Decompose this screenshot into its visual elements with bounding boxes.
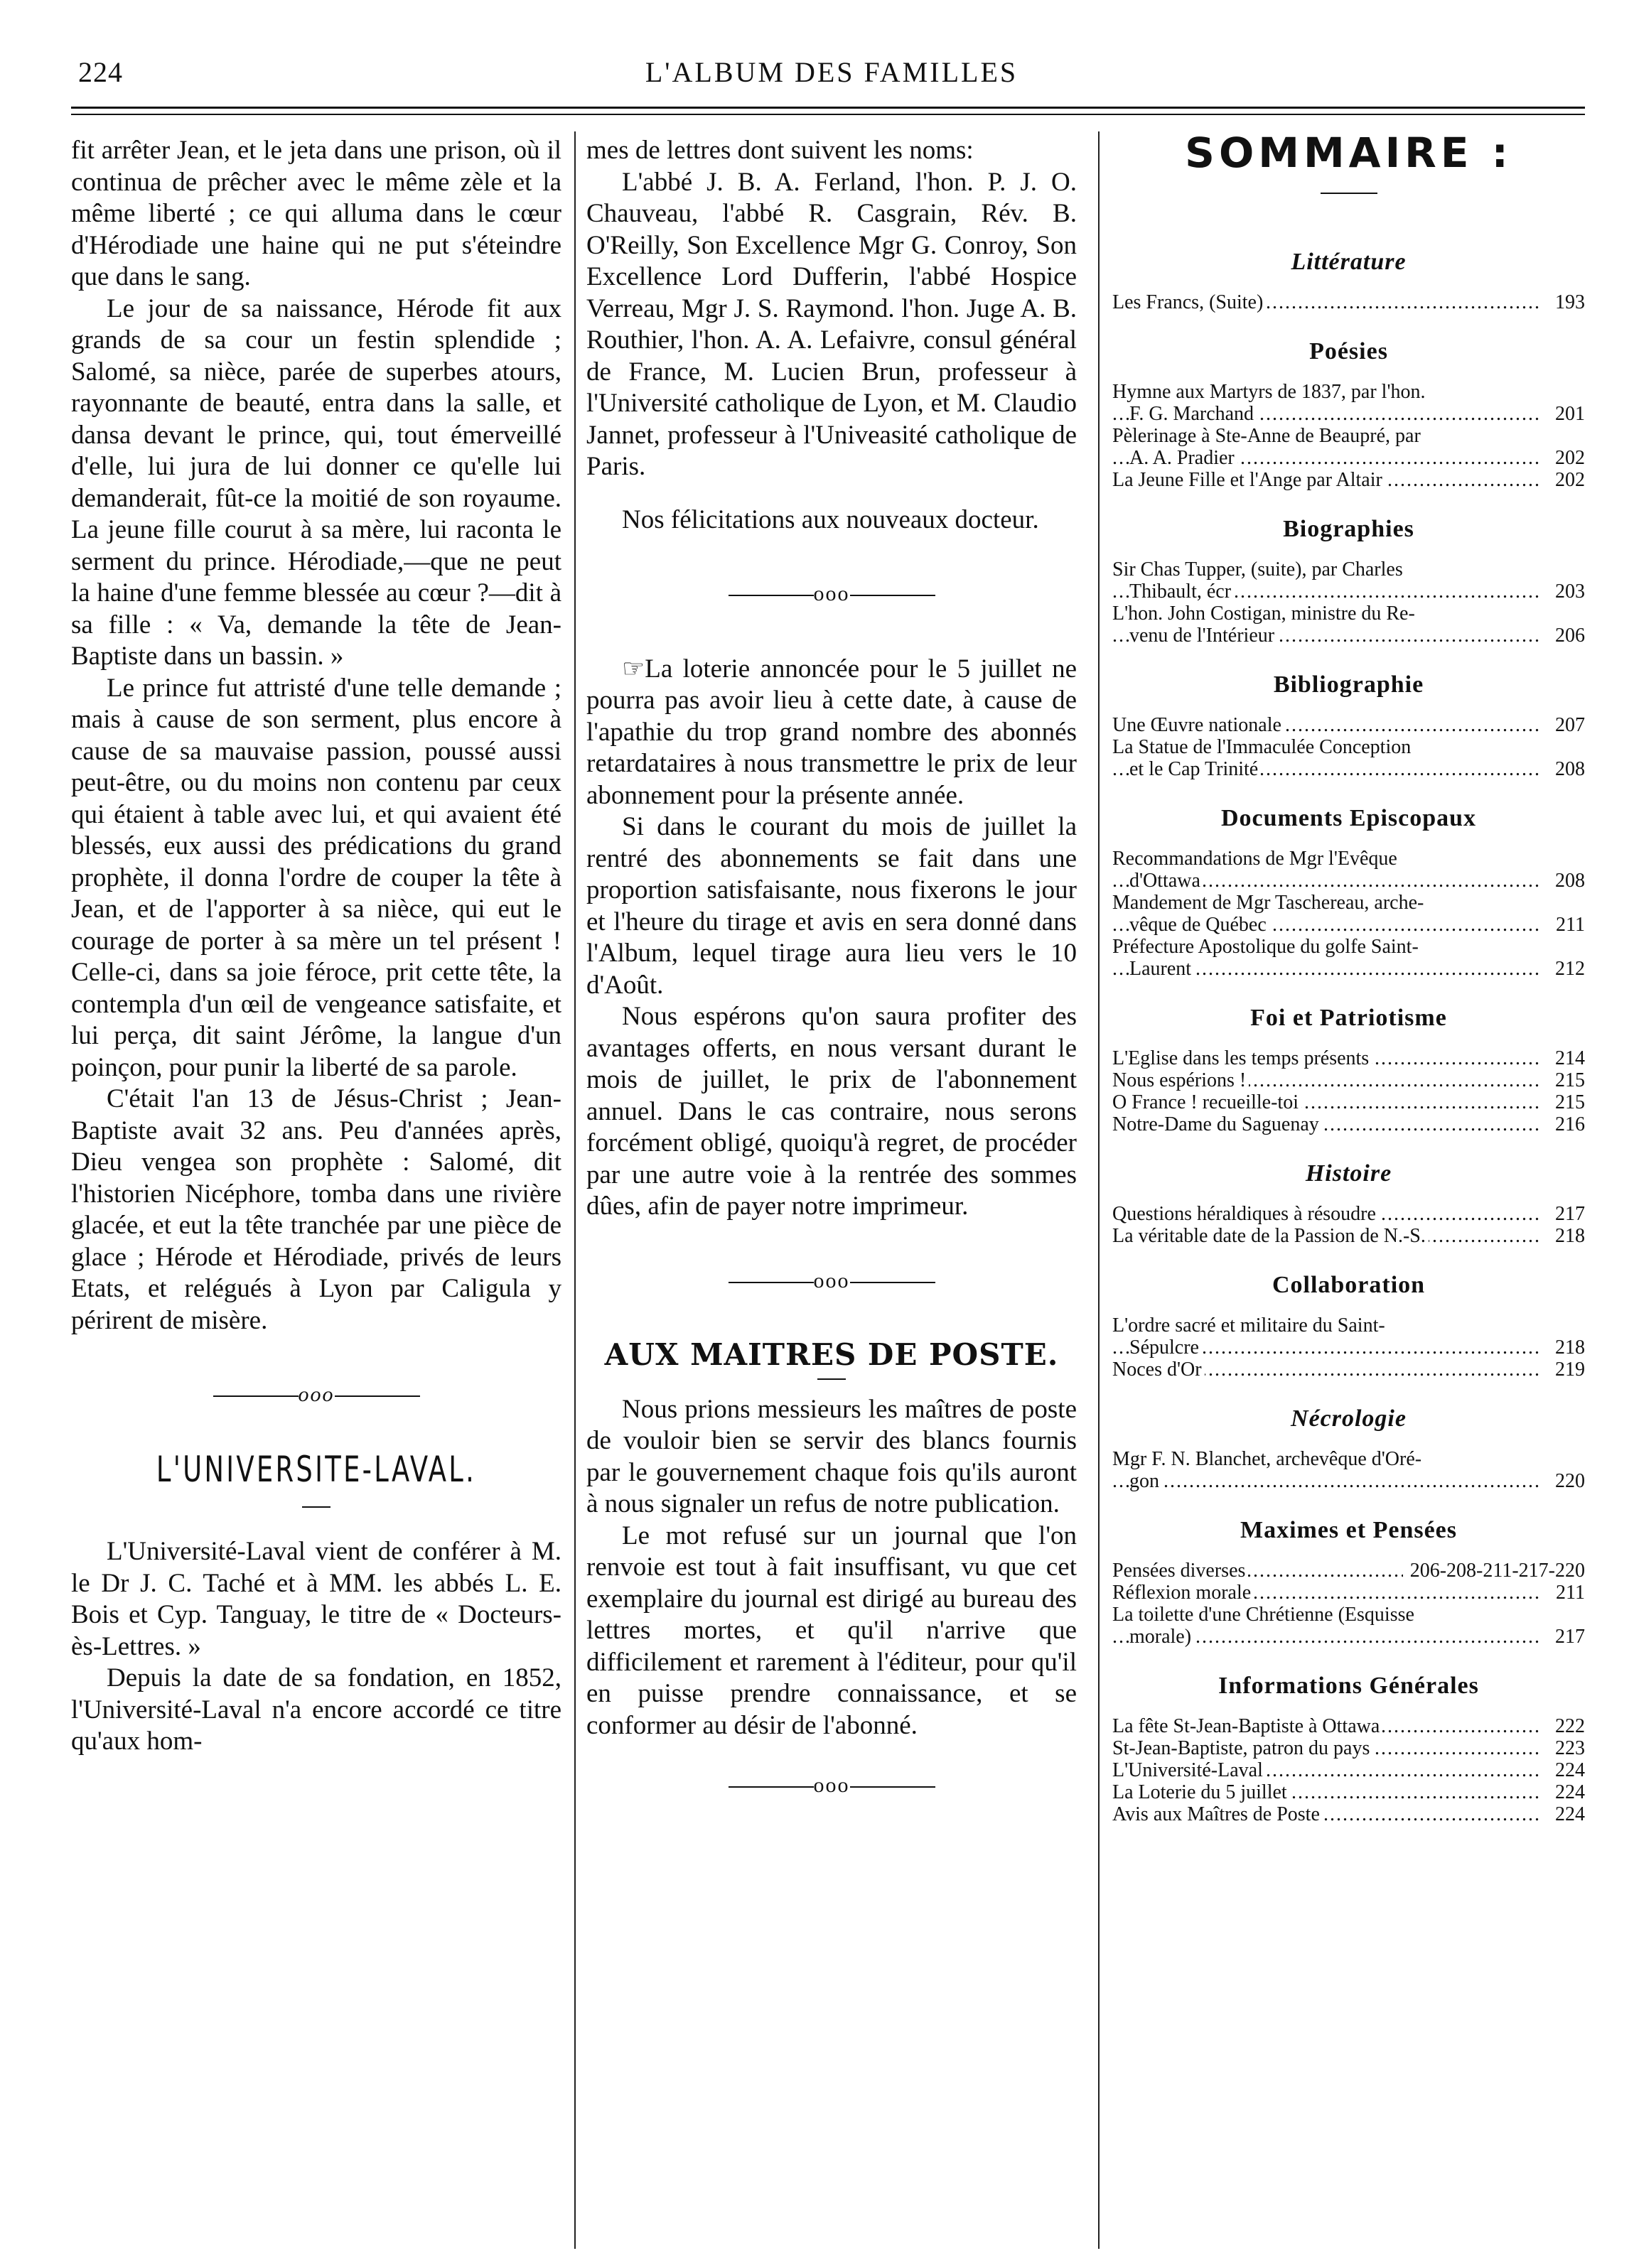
column-1 xyxy=(71,135,561,1758)
toc-entry-page: 202 xyxy=(1555,469,1585,491)
toc-entry-page: 223 xyxy=(1555,1737,1585,1759)
toc-entry-page: 208 xyxy=(1555,870,1585,892)
toc-entry-page: 211 xyxy=(1556,914,1585,936)
toc-entry-title: Pèlerinage à Ste-Anne de Beaupré, par xyxy=(1112,425,1421,447)
toc-entry-continuation: vêque de Québec xyxy=(1129,914,1269,936)
toc-entry-title: La Loterie du 5 juillet xyxy=(1112,1781,1290,1803)
toc-section-heading: Foi et Patriotisme xyxy=(1250,1005,1447,1031)
toc-entry-title: Questions héraldiques à résoudre xyxy=(1112,1203,1379,1225)
toc-entry xyxy=(1112,1803,1585,1825)
toc-entry-title: Avis aux Maîtres de Poste xyxy=(1112,1803,1323,1825)
toc-entry xyxy=(1112,447,1585,469)
toc-entry-title: Notre-Dame du Saguenay xyxy=(1112,1113,1322,1135)
pointing-hand-icon: ☞ xyxy=(622,654,645,683)
toc-entry-continuation: venu de l'Intérieur xyxy=(1129,625,1277,647)
toc-entry xyxy=(1112,1225,1585,1247)
toc-entry xyxy=(1112,469,1585,491)
toc-entry-page: 202 xyxy=(1555,447,1585,469)
toc-entry-continuation: A. A. Pradier xyxy=(1129,447,1237,469)
toc-entry-title: L'Université-Laval xyxy=(1112,1759,1266,1781)
paragraph-loterie: ☞La loterie annoncée pour le 5 juillet ne pourra pas avoir lieu à cette date, à cause de l'apathie du trop grand nombre des abonnés retardataires à nous transmettre le prix de leur abonnement pour la présente année. xyxy=(586,654,1077,810)
separator: ooo xyxy=(586,1265,1077,1297)
toc-entry xyxy=(1112,1715,1585,1737)
toc-entry-title: L'Eglise dans les temps présents xyxy=(1112,1047,1372,1069)
toc-entry-title: Pensées diverses xyxy=(1112,1560,1248,1582)
toc-entry xyxy=(1112,580,1585,603)
toc-entry-title: St-Jean-Baptiste, patron du pays xyxy=(1112,1737,1372,1759)
toc-entry-page: 214 xyxy=(1555,1047,1585,1069)
toc-entry-page: 215 xyxy=(1555,1091,1585,1113)
paragraph: C'était l'an 13 de Jésus-Christ ; Jean-Baptiste avait 32 ans. Peu d'années après, Dieu vengea son prophète : Salomé, dit l'historien Nicéphore, tomba dans une rivière glacée, et eut la tête tranchée par une pièce de glace ; Hérode et Hérodiade, privés de leurs Etats, et relégués à Lyon par Caligula y périrent de misère. xyxy=(71,1084,561,1335)
journal-title: L'ALBUM DES FAMILLES xyxy=(645,56,1018,88)
section-title-universite: L'UNIVERSITE-LAVAL. xyxy=(156,1448,477,1490)
toc-entry-title: Hymne aux Martyrs de 1837, par l'hon. xyxy=(1112,381,1426,403)
toc-entry-page: 224 xyxy=(1555,1759,1585,1781)
toc-entry-page: 218 xyxy=(1555,1336,1585,1359)
toc-entry-continuation: F. G. Marchand xyxy=(1129,403,1257,425)
toc-entry-title: Une Œuvre nationale xyxy=(1112,714,1284,736)
toc-entry xyxy=(1112,1359,1585,1381)
toc-entry-continuation: morale) xyxy=(1129,1626,1194,1648)
toc-entry-continuation: Laurent xyxy=(1129,958,1194,980)
toc-entry-title: Noces d'Or xyxy=(1112,1359,1205,1381)
toc-entry-continuation: d'Ottawa xyxy=(1129,870,1203,892)
paragraph: Le mot refusé sur un journal que l'on renvoie est tout à fait insuffisant, vu que cet exemplaire du journal est dirigé au bureau des lettres mortes, et qu'il n'arrive que difficilement et rarement à l'éditeur, pour qu'il en puisse prendre connaissance, et se conformer au désir de l'abonné. xyxy=(586,1521,1077,1740)
toc-entry xyxy=(1112,1069,1585,1091)
toc-entry xyxy=(1112,1560,1585,1582)
toc-entry-page: 215 xyxy=(1555,1069,1585,1091)
toc-section-heading: Histoire xyxy=(1305,1160,1392,1187)
toc-entry-page: 222 xyxy=(1555,1715,1585,1737)
short-rule xyxy=(302,1506,330,1508)
toc-entry-page: 216 xyxy=(1555,1113,1585,1135)
toc-entry-page: 212 xyxy=(1555,958,1585,980)
toc-entry xyxy=(1112,1470,1585,1492)
toc-entry-title: Recommandations de Mgr l'Evêque xyxy=(1112,848,1397,870)
header-rule-thin xyxy=(71,114,1585,115)
toc-entry-title: O France ! recueille-toi xyxy=(1112,1091,1301,1113)
toc-entry xyxy=(1112,1047,1585,1069)
toc-entry-title: La Statue de l'Immaculée Conception xyxy=(1112,736,1412,758)
toc-entry xyxy=(1112,1759,1585,1781)
sommaire xyxy=(1112,129,1585,1825)
section-title-maitres-de-poste: AUX MAITRES DE POSTE. xyxy=(604,1337,1059,1372)
toc-entry-continuation: gon xyxy=(1129,1470,1162,1492)
toc-entry-title: Mgr F. N. Blanchet, archevêque d'Oré- xyxy=(1112,1448,1422,1470)
toc-section-heading: Bibliographie xyxy=(1273,671,1424,698)
column-divider xyxy=(574,131,576,2249)
toc-entry xyxy=(1112,714,1585,736)
toc-entry-page: 211 xyxy=(1556,1582,1585,1604)
paragraph: Nous espérons qu'on saura profiter des avantages offerts, en nous versant durant le mois de juillet, le prix de l'abonnement annuel. Dans le cas contraire, nous serons forcément obligé, quoiqu'à regret, de procéder par une autre voie à la rentrée des sommes dûes, afin de payer notre imprimeur. xyxy=(586,1002,1077,1221)
toc-entry xyxy=(1112,870,1585,892)
toc-entry-page: 220 xyxy=(1555,1470,1585,1492)
toc-entry-page: 206-208-211-217-220 xyxy=(1409,1560,1585,1582)
toc-entry xyxy=(1112,291,1585,313)
toc-entry xyxy=(1112,1781,1585,1803)
toc-entry-title: La toilette d'une Chrétienne (Esquisse xyxy=(1112,1604,1414,1626)
paragraph: mes de lettres dont suivent les noms: xyxy=(586,136,974,165)
page-header xyxy=(78,55,1585,98)
toc-entry-title: La véritable date de la Passion de N.-S. xyxy=(1112,1225,1429,1247)
toc-entry-title: Nous espérions ! xyxy=(1112,1069,1249,1091)
toc-entry xyxy=(1112,958,1585,980)
toc-entry-continuation: Sépulcre xyxy=(1129,1336,1202,1359)
toc-entry xyxy=(1112,1582,1585,1604)
separator: ooo xyxy=(586,578,1077,610)
toc-entry xyxy=(1112,1091,1585,1113)
paragraph: Le jour de sa naissance, Hérode fit aux grands de sa cour un festin splendide ; Salomé, sa nièce, parée de superbes atours, rayonnante de beauté, entra dans la salle, et dansa devant le prince, qui, tout émerveillé d'elle, lui jura de lui donner ce qu'elle lui demanderait, fût-ce la moitié de son royaume. La jeune fille courut à sa mère, lui raconta le serment du prince. Hérodiade,—que ne peut la haine d'une femme blessée au cœur ?—dit à sa fille : « Va, demande la tête de Jean-Baptiste dans un bassin. » xyxy=(71,293,561,671)
toc-section-heading: Littérature xyxy=(1291,249,1407,275)
toc-section-heading: Nécrologie xyxy=(1291,1405,1407,1432)
toc-entry xyxy=(1112,1737,1585,1759)
toc-entry xyxy=(1112,1113,1585,1135)
toc-entry-page: 193 xyxy=(1555,291,1585,313)
toc-entry xyxy=(1112,914,1585,936)
paragraph: Depuis la date de sa fondation, en 1852, l'Université-Laval n'a encore accordé ce titre qu'aux hom- xyxy=(71,1663,561,1756)
toc-entry-title: Mandement de Mgr Taschereau, arche- xyxy=(1112,892,1424,914)
page-number: 224 xyxy=(78,56,123,88)
toc-section-heading: Poésies xyxy=(1309,338,1388,364)
toc-entry xyxy=(1112,1203,1585,1225)
toc-entry xyxy=(1112,758,1585,780)
header-rule xyxy=(71,107,1585,109)
toc-entry-title: L'ordre sacré et militaire du Saint- xyxy=(1112,1314,1385,1336)
sommaire-rule xyxy=(1321,193,1377,194)
separator: ooo xyxy=(71,1379,561,1411)
short-rule xyxy=(817,1378,846,1380)
toc-entry-page: 207 xyxy=(1555,714,1585,736)
toc-entry xyxy=(1112,1626,1585,1648)
sommaire-body xyxy=(1112,251,1585,1825)
toc-entry-page: 208 xyxy=(1555,758,1585,780)
toc-entry-continuation: et le Cap Trinité xyxy=(1129,758,1261,780)
toc-entry-title: Préfecture Apostolique du golfe Saint- xyxy=(1112,936,1419,958)
toc-entry-page: 206 xyxy=(1555,625,1585,647)
toc-section-heading: Documents Episcopaux xyxy=(1220,805,1477,831)
toc-entry-page: 201 xyxy=(1555,403,1585,425)
toc-section-heading: Informations Générales xyxy=(1218,1673,1479,1699)
paragraph: fit arrêter Jean, et le jeta dans une prison, où il continua de prêcher avec le même zèle et la même liberté ; ce qui alluma dans le cœur d'Hérodiade une haine qui ne put s'éteindre que dans le sang. xyxy=(71,136,561,291)
toc-entry-continuation: Thibault, écr xyxy=(1129,580,1234,603)
toc-entry-title: La Jeune Fille et l'Ange par Altair xyxy=(1112,469,1385,491)
toc-entry-page: 217 xyxy=(1555,1626,1585,1648)
column-divider xyxy=(1098,131,1100,2249)
toc-entry-page: 224 xyxy=(1555,1803,1585,1825)
paragraph: Si dans le courant du mois de juillet la rentré des abonnements se fait dans une proportion satisfaisante, nous fixerons le jour et l'heure du tirage et avis en sera donné dans l'Album, lequel tirage aura lieu vers le 10 d'Août. xyxy=(586,812,1077,1000)
paragraph: Nos félicitations aux nouveaux docteur. xyxy=(622,504,1039,534)
toc-entry-title: Réflexion morale xyxy=(1112,1582,1254,1604)
paragraph: L'Université-Laval vient de conférer à M. le Dr J. C. Taché et à MM. les abbés L. E. Bois et Cyp. Tanguay, le titre de « Docteurs-ès-Lettres. » xyxy=(71,1537,561,1661)
separator: ooo xyxy=(586,1770,1077,1802)
paragraph: Le prince fut attristé d'une telle demande ; mais à cause de son serment, plus encore à cause de sa mauvaise passion, poussé aussi peut-être, ou du moins non contenu par ceux qui étaient à table avec lui, et qui avaient été blessés, eux aussi des prédications du grand prophète, il donna l'ordre de couper la tête à Jean, et de l'apporter à sa nièce, qui eut le courage de porter à sa mère un tel présent ! Celle-ci, dans sa joie féroce, prit cette tête, la contempla d'un œil de vengeance satisfaite, et lui perça, dit saint Jérôme, la langue d'un poinçon, pour punir la liberté de sa parole. xyxy=(71,673,561,1082)
toc-section-heading: Maximes et Pensées xyxy=(1240,1517,1457,1543)
toc-entry xyxy=(1112,403,1585,425)
toc-entry-title: L'hon. John Costigan, ministre du Re- xyxy=(1112,603,1415,625)
paragraph: Nous prions messieurs les maîtres de poste de vouloir bien se servir des blancs fournis par le gouvernement chaque fois qu'ils auront à nous signaler un refus de notre publication. xyxy=(586,1394,1077,1518)
toc-entry-page: 218 xyxy=(1555,1225,1585,1247)
sommaire-title: SOMMAIRE : xyxy=(1185,129,1512,177)
toc-entry-page: 217 xyxy=(1555,1203,1585,1225)
toc-entry xyxy=(1112,1336,1585,1359)
toc-entry-page: 224 xyxy=(1555,1781,1585,1803)
column-2 xyxy=(586,135,1077,1845)
toc-entry-page: 203 xyxy=(1555,580,1585,603)
toc-section-heading: Collaboration xyxy=(1272,1272,1426,1298)
paragraph: L'abbé J. B. A. Ferland, l'hon. P. J. O. Chauveau, l'abbé R. Casgrain, Rév. B. O'Reilly, Son Excellence Mgr G. Conroy, Son Excellence Lord Dufferin, l'abbé Hospice Verreau, Mgr J. S. Raymond. l'hon. Juge A. B. Routhier, l'hon. A. A. Lefaivre, consul général de France, M. Lucien Brun, professeur à l'Université catholique de Lyon, et M. Claudio Jannet, professeur à l'Univeasité catholique de Paris. xyxy=(586,167,1077,481)
toc-entry-page: 219 xyxy=(1555,1359,1585,1381)
toc-entry xyxy=(1112,625,1585,647)
toc-entry-title: La fête St-Jean-Baptiste à Ottawa xyxy=(1112,1715,1382,1737)
toc-entry-title: Les Francs, (Suite) xyxy=(1112,291,1266,313)
toc-entry-title: Sir Chas Tupper, (suite), par Charles xyxy=(1112,558,1403,580)
toc-section-heading: Biographies xyxy=(1283,516,1414,542)
